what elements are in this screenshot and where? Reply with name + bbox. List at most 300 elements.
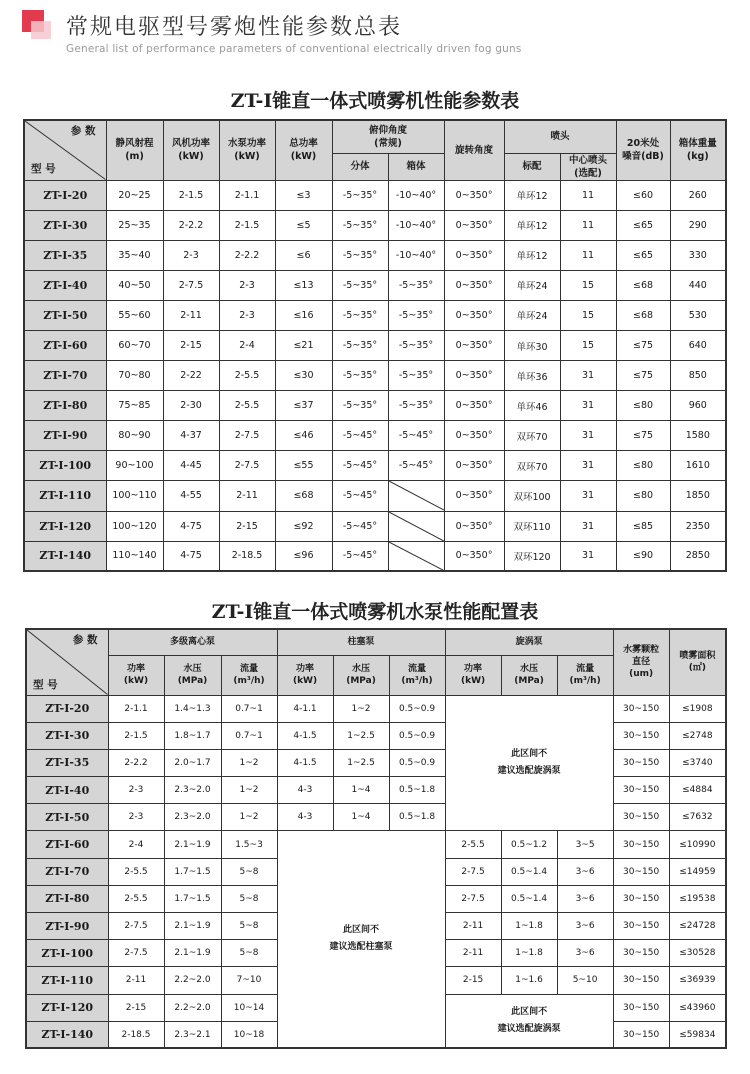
multistage-flow-cell: 5~8 (221, 940, 277, 967)
nozzle-cell: 双环120 (504, 541, 560, 571)
area-cell: ≤14959 (669, 858, 726, 885)
multistage-pressure-cell: 2.1~1.9 (164, 940, 221, 967)
model-cell: ZT-I-50 (26, 804, 108, 831)
nozzle-cell: 双环70 (504, 421, 560, 451)
header-pitch-box: 箱体 (388, 153, 444, 180)
pump-power-cell: 2-4 (219, 330, 275, 360)
vortex-flow-cell: 3~5 (557, 831, 613, 858)
model-cell: ZT-I-120 (26, 994, 108, 1021)
header-nozzle-std: 标配 (504, 153, 560, 180)
weight-cell: 850 (670, 361, 726, 391)
nozzle-cell: 单环30 (504, 330, 560, 360)
fan-power-cell: 4-37 (163, 421, 219, 451)
pitch-split-cell: -5~45° (332, 451, 388, 481)
header-fan-power: 风机功率 (kW) (163, 120, 219, 180)
fan-power-cell: 2-22 (163, 361, 219, 391)
range-cell: 80~90 (106, 421, 163, 451)
particle-cell: 30~150 (613, 1021, 669, 1048)
table-row (24, 270, 726, 300)
plunger-power-cell: 4-3 (277, 777, 333, 804)
group-multistage-pump: 多级离心泵 (108, 629, 277, 655)
particle-cell: 30~150 (613, 940, 669, 967)
nozzle-cell: 单环24 (504, 300, 560, 330)
table1-corner-cell (24, 120, 106, 180)
center-nozzle-cell: 31 (560, 451, 616, 481)
rotation-cell: 0~350° (444, 511, 504, 541)
table-row (24, 391, 726, 421)
model-cell: ZT-I-40 (26, 777, 108, 804)
multistage-power-cell: 2-11 (108, 967, 164, 994)
header-total-power: 总功率 (kW) (275, 120, 332, 180)
vortex-power-cell: 2-11 (445, 940, 501, 967)
noise-cell: ≤75 (616, 330, 670, 360)
pump-power-cell: 2-18.5 (219, 541, 275, 571)
table-row (24, 240, 726, 270)
pitch-box-cell: -5~45° (388, 421, 444, 451)
center-nozzle-cell: 31 (560, 481, 616, 511)
plunger-flow-cell: 0.5~1.8 (389, 777, 445, 804)
table-row (26, 722, 726, 749)
model-cell: ZT-I-100 (24, 451, 106, 481)
noise-cell: ≤80 (616, 451, 670, 481)
area-cell: ≤7632 (669, 804, 726, 831)
vortex-flow-cell: 3~6 (557, 913, 613, 940)
pitch-split-cell: -5~35° (332, 270, 388, 300)
multistage-power-cell: 2-4 (108, 831, 164, 858)
rotation-cell: 0~350° (444, 270, 504, 300)
table-row (24, 541, 726, 571)
model-cell: ZT-I-90 (24, 421, 106, 451)
weight-cell: 640 (670, 330, 726, 360)
header-rotation: 旋转角度 (444, 120, 504, 180)
multistage-pressure-cell: 2.2~2.0 (164, 967, 221, 994)
model-cell: ZT-I-20 (26, 695, 108, 722)
multistage-pressure-cell: 1.8~1.7 (164, 722, 221, 749)
center-nozzle-cell: 11 (560, 210, 616, 240)
rotation-cell: 0~350° (444, 300, 504, 330)
multistage-flow-cell: 1~2 (221, 777, 277, 804)
area-cell: ≤10990 (669, 831, 726, 858)
plunger-flow-cell: 0.5~0.9 (389, 749, 445, 776)
rotation-cell: 0~350° (444, 451, 504, 481)
center-nozzle-cell: 31 (560, 391, 616, 421)
particle-cell: 30~150 (613, 858, 669, 885)
weight-cell: 1580 (670, 421, 726, 451)
diagonal-strike-icon (389, 512, 444, 541)
noise-cell: ≤68 (616, 270, 670, 300)
particle-cell: 30~150 (613, 994, 669, 1021)
pitch-box-cell: -5~45° (388, 451, 444, 481)
area-cell: ≤2748 (669, 722, 726, 749)
weight-cell: 2350 (670, 511, 726, 541)
multistage-pressure-cell: 1.7~1.5 (164, 885, 221, 912)
particle-cell: 30~150 (613, 722, 669, 749)
multistage-power-cell: 2-18.5 (108, 1021, 164, 1048)
vortex-pressure-cell: 0.5~1.2 (501, 831, 557, 858)
noise-cell: ≤75 (616, 361, 670, 391)
model-cell: ZT-I-50 (24, 300, 106, 330)
pitch-box-cell: -5~35° (388, 361, 444, 391)
sub-pressure: 水压 (MPa) (501, 655, 557, 695)
vortex-not-recommended-note: 此区间不 建议选配旋涡泵 (445, 994, 613, 1048)
pitch-split-cell: -5~45° (332, 511, 388, 541)
vortex-pressure-cell: 1~1.8 (501, 913, 557, 940)
rotation-cell: 0~350° (444, 541, 504, 571)
area-cell: ≤4884 (669, 777, 726, 804)
multistage-pressure-cell: 2.1~1.9 (164, 831, 221, 858)
sub-power: 功率 (kW) (108, 655, 164, 695)
rotation-cell: 0~350° (444, 180, 504, 210)
table-row (26, 749, 726, 776)
fan-power-cell: 4-75 (163, 511, 219, 541)
multistage-power-cell: 2-1.1 (108, 695, 164, 722)
range-cell: 55~60 (106, 300, 163, 330)
range-cell: 70~80 (106, 361, 163, 391)
pitch-box-cell: -10~40° (388, 240, 444, 270)
model-cell: ZT-I-30 (24, 210, 106, 240)
noise-cell: ≤90 (616, 541, 670, 571)
multistage-flow-cell: 10~18 (221, 1021, 277, 1048)
total-power-cell: ≤46 (275, 421, 332, 451)
center-nozzle-cell: 15 (560, 300, 616, 330)
range-cell: 100~110 (106, 481, 163, 511)
rotation-cell: 0~350° (444, 361, 504, 391)
multistage-pressure-cell: 2.3~2.0 (164, 777, 221, 804)
model-cell: ZT-I-70 (26, 858, 108, 885)
total-power-cell: ≤13 (275, 270, 332, 300)
table-row (24, 421, 726, 451)
table-row (24, 451, 726, 481)
total-power-cell: ≤68 (275, 481, 332, 511)
table-row (26, 804, 726, 831)
vortex-power-cell: 2-11 (445, 913, 501, 940)
area-cell: ≤36939 (669, 967, 726, 994)
nozzle-cell: 双环110 (504, 511, 560, 541)
sub-flow: 流量 (m³/h) (389, 655, 445, 695)
header-nozzle-center: 中心喷头 (选配) (560, 153, 616, 180)
model-cell: ZT-I-40 (24, 270, 106, 300)
total-power-cell: ≤92 (275, 511, 332, 541)
center-nozzle-cell: 31 (560, 541, 616, 571)
plunger-power-cell: 4-1.5 (277, 722, 333, 749)
rotation-cell: 0~350° (444, 240, 504, 270)
model-cell: ZT-I-35 (24, 240, 106, 270)
pitch-box-cell: -5~35° (388, 300, 444, 330)
sub-power: 功率 (kW) (445, 655, 501, 695)
plunger-pressure-cell: 1~2 (333, 695, 389, 722)
particle-cell: 30~150 (613, 967, 669, 994)
nozzle-cell: 单环24 (504, 270, 560, 300)
page-title: 常规电驱型号雾炮性能参数总表 (66, 15, 403, 40)
vortex-flow-cell: 3~6 (557, 885, 613, 912)
multistage-power-cell: 2-7.5 (108, 940, 164, 967)
particle-cell: 30~150 (613, 695, 669, 722)
total-power-cell: ≤21 (275, 330, 332, 360)
weight-cell: 530 (670, 300, 726, 330)
range-cell: 25~35 (106, 210, 163, 240)
multistage-pressure-cell: 2.0~1.7 (164, 749, 221, 776)
multistage-pressure-cell: 2.3~2.0 (164, 804, 221, 831)
plunger-pressure-cell: 1~2.5 (333, 722, 389, 749)
rotation-cell: 0~350° (444, 391, 504, 421)
sub-pressure: 水压 (MPa) (333, 655, 389, 695)
plunger-power-cell: 4-1.5 (277, 749, 333, 776)
page-header (0, 0, 750, 70)
multistage-power-cell: 2-1.5 (108, 722, 164, 749)
table-row (24, 210, 726, 240)
area-cell: ≤1908 (669, 695, 726, 722)
weight-cell: 2850 (670, 541, 726, 571)
multistage-flow-cell: 5~8 (221, 885, 277, 912)
pump-power-cell: 2-11 (219, 481, 275, 511)
weight-cell: 330 (670, 240, 726, 270)
pitch-split-cell: -5~45° (332, 481, 388, 511)
rotation-cell: 0~350° (444, 210, 504, 240)
noise-cell: ≤65 (616, 240, 670, 270)
nozzle-cell: 单环12 (504, 240, 560, 270)
pitch-split-cell: -5~35° (332, 361, 388, 391)
diagonal-strike-icon (389, 542, 444, 571)
model-cell: ZT-I-80 (24, 391, 106, 421)
multistage-pressure-cell: 2.2~2.0 (164, 994, 221, 1021)
header-noise: 20米处 噪音(dB) (616, 120, 670, 180)
total-power-cell: ≤6 (275, 240, 332, 270)
range-cell: 60~70 (106, 330, 163, 360)
multistage-flow-cell: 10~14 (221, 994, 277, 1021)
table-row (24, 511, 726, 541)
plunger-power-cell: 4-3 (277, 804, 333, 831)
model-cell: ZT-I-30 (26, 722, 108, 749)
multistage-pressure-cell: 2.1~1.9 (164, 913, 221, 940)
noise-cell: ≤80 (616, 391, 670, 421)
corner-param-label: 参 数 (70, 125, 96, 137)
nozzle-cell: 双环100 (504, 481, 560, 511)
total-power-cell: ≤96 (275, 541, 332, 571)
multistage-pressure-cell: 1.4~1.3 (164, 695, 221, 722)
range-cell: 75~85 (106, 391, 163, 421)
area-cell: ≤19538 (669, 885, 726, 912)
plunger-flow-cell: 0.5~1.8 (389, 804, 445, 831)
model-cell: ZT-I-70 (24, 361, 106, 391)
range-cell: 35~40 (106, 240, 163, 270)
plunger-not-recommended-note: 此区间不 建议选配柱塞泵 (277, 831, 445, 1049)
pitch-box-cell: -5~35° (388, 391, 444, 421)
pitch-box-empty-cell (388, 481, 444, 511)
pitch-split-cell: -5~35° (332, 330, 388, 360)
model-cell: ZT-I-80 (26, 885, 108, 912)
pitch-box-empty-cell (388, 511, 444, 541)
pitch-split-cell: -5~35° (332, 240, 388, 270)
center-nozzle-cell: 11 (560, 180, 616, 210)
group-vortex-pump: 旋涡泵 (445, 629, 613, 655)
particle-cell: 30~150 (613, 777, 669, 804)
table-row (26, 777, 726, 804)
pitch-split-cell: -5~35° (332, 210, 388, 240)
noise-cell: ≤85 (616, 511, 670, 541)
pitch-split-cell: -5~35° (332, 300, 388, 330)
model-cell: ZT-I-60 (24, 330, 106, 360)
center-nozzle-cell: 15 (560, 330, 616, 360)
model-cell: ZT-I-110 (26, 967, 108, 994)
plunger-pressure-cell: 1~4 (333, 777, 389, 804)
pump-config-table (25, 628, 727, 1049)
plunger-power-cell: 4-1.1 (277, 695, 333, 722)
pitch-box-cell: -10~40° (388, 180, 444, 210)
corner-model-label: 型 号 (31, 162, 56, 175)
header-nozzle: 喷头 (504, 120, 616, 153)
multistage-flow-cell: 0.7~1 (221, 695, 277, 722)
multistage-flow-cell: 5~8 (221, 913, 277, 940)
total-power-cell: ≤16 (275, 300, 332, 330)
vortex-pressure-cell: 0.5~1.4 (501, 885, 557, 912)
pump-power-cell: 2-1.5 (219, 210, 275, 240)
sub-flow: 流量 (m³/h) (221, 655, 277, 695)
area-cell: ≤24728 (669, 913, 726, 940)
area-cell: ≤30528 (669, 940, 726, 967)
multistage-flow-cell: 1.5~3 (221, 831, 277, 858)
pitch-box-cell: -5~35° (388, 330, 444, 360)
noise-cell: ≤80 (616, 481, 670, 511)
model-cell: ZT-I-20 (24, 180, 106, 210)
total-power-cell: ≤3 (275, 180, 332, 210)
table-row (24, 180, 726, 210)
page-subtitle: General list of performance parameters of conventional electrically driven fog guns (66, 43, 522, 55)
multistage-power-cell: 2-7.5 (108, 913, 164, 940)
multistage-flow-cell: 1~2 (221, 804, 277, 831)
vortex-power-cell: 2-15 (445, 967, 501, 994)
table2-title: ZT-I锥直一体式喷雾机水泵性能配置表 (211, 601, 539, 623)
multistage-power-cell: 2-2.2 (108, 749, 164, 776)
nozzle-cell: 双环70 (504, 451, 560, 481)
range-cell: 90~100 (106, 451, 163, 481)
noise-cell: ≤68 (616, 300, 670, 330)
weight-cell: 1610 (670, 451, 726, 481)
pitch-split-cell: -5~35° (332, 180, 388, 210)
sub-power: 功率 (kW) (277, 655, 333, 695)
corner-model-label: 型 号 (33, 678, 58, 691)
fan-power-cell: 2-15 (163, 330, 219, 360)
sub-flow: 流量 (m³/h) (557, 655, 613, 695)
center-nozzle-cell: 31 (560, 511, 616, 541)
area-cell: ≤59834 (669, 1021, 726, 1048)
fan-power-cell: 4-55 (163, 481, 219, 511)
range-cell: 110~140 (106, 541, 163, 571)
vortex-pressure-cell: 1~1.6 (501, 967, 557, 994)
center-nozzle-cell: 15 (560, 270, 616, 300)
nozzle-cell: 单环36 (504, 361, 560, 391)
multistage-pressure-cell: 1.7~1.5 (164, 858, 221, 885)
fan-power-cell: 2-11 (163, 300, 219, 330)
model-cell: ZT-I-35 (26, 749, 108, 776)
multistage-power-cell: 2-5.5 (108, 858, 164, 885)
weight-cell: 1850 (670, 481, 726, 511)
sub-pressure: 水压 (MPa) (164, 655, 221, 695)
model-cell: ZT-I-60 (26, 831, 108, 858)
particle-cell: 30~150 (613, 804, 669, 831)
center-nozzle-cell: 11 (560, 240, 616, 270)
table-row (24, 361, 726, 391)
plunger-pressure-cell: 1~2.5 (333, 749, 389, 776)
area-cell: ≤43960 (669, 994, 726, 1021)
pump-power-cell: 2-5.5 (219, 361, 275, 391)
table-row (24, 481, 726, 511)
model-cell: ZT-I-90 (26, 913, 108, 940)
model-cell: ZT-I-100 (26, 940, 108, 967)
pitch-split-cell: -5~45° (332, 421, 388, 451)
center-nozzle-cell: 31 (560, 421, 616, 451)
performance-table (23, 119, 727, 572)
vortex-flow-cell: 3~6 (557, 940, 613, 967)
vortex-flow-cell: 3~6 (557, 858, 613, 885)
plunger-flow-cell: 0.5~0.9 (389, 722, 445, 749)
model-cell: ZT-I-140 (24, 541, 106, 571)
multistage-flow-cell: 5~8 (221, 858, 277, 885)
noise-cell: ≤75 (616, 421, 670, 451)
pump-power-cell: 2-1.1 (219, 180, 275, 210)
weight-cell: 440 (670, 270, 726, 300)
total-power-cell: ≤55 (275, 451, 332, 481)
noise-cell: ≤60 (616, 180, 670, 210)
pitch-box-empty-cell (388, 541, 444, 571)
plunger-pressure-cell: 1~4 (333, 804, 389, 831)
header-range: 静风射程 (m) (106, 120, 163, 180)
table-row (26, 831, 726, 858)
model-cell: ZT-I-110 (24, 481, 106, 511)
diagonal-strike-icon (389, 481, 444, 510)
multistage-power-cell: 2-15 (108, 994, 164, 1021)
weight-cell: 260 (670, 180, 726, 210)
vortex-power-cell: 2-7.5 (445, 885, 501, 912)
pitch-split-cell: -5~45° (332, 541, 388, 571)
table-row (24, 300, 726, 330)
center-nozzle-cell: 31 (560, 361, 616, 391)
pump-power-cell: 2-5.5 (219, 391, 275, 421)
fan-power-cell: 4-75 (163, 541, 219, 571)
header-particle: 水雾颗粒 直径 (um) (613, 629, 669, 695)
nozzle-cell: 单环46 (504, 391, 560, 421)
rotation-cell: 0~350° (444, 330, 504, 360)
multistage-pressure-cell: 2.3~2.1 (164, 1021, 221, 1048)
table1-title: ZT-I锥直一体式喷雾机性能参数表 (230, 90, 520, 112)
fan-power-cell: 2-7.5 (163, 270, 219, 300)
vortex-power-cell: 2-7.5 (445, 858, 501, 885)
red-square-logo-icon (22, 10, 52, 40)
header-pitch-split: 分体 (332, 153, 388, 180)
multistage-power-cell: 2-5.5 (108, 885, 164, 912)
total-power-cell: ≤5 (275, 210, 332, 240)
multistage-flow-cell: 1~2 (221, 749, 277, 776)
group-plunger-pump: 柱塞泵 (277, 629, 445, 655)
range-cell: 100~120 (106, 511, 163, 541)
particle-cell: 30~150 (613, 749, 669, 776)
vortex-power-cell: 2-5.5 (445, 831, 501, 858)
header-pump-power: 水泵功率 (kW) (219, 120, 275, 180)
multistage-flow-cell: 0.7~1 (221, 722, 277, 749)
particle-cell: 30~150 (613, 831, 669, 858)
pitch-box-cell: -5~35° (388, 270, 444, 300)
area-cell: ≤3740 (669, 749, 726, 776)
vortex-flow-cell: 5~10 (557, 967, 613, 994)
range-cell: 40~50 (106, 270, 163, 300)
header-weight: 箱体重量 (kg) (670, 120, 726, 180)
fan-power-cell: 2-2.2 (163, 210, 219, 240)
table-row (26, 695, 726, 722)
multistage-power-cell: 2-3 (108, 804, 164, 831)
pump-power-cell: 2-7.5 (219, 451, 275, 481)
pump-power-cell: 2-3 (219, 300, 275, 330)
nozzle-cell: 单环12 (504, 210, 560, 240)
range-cell: 20~25 (106, 180, 163, 210)
